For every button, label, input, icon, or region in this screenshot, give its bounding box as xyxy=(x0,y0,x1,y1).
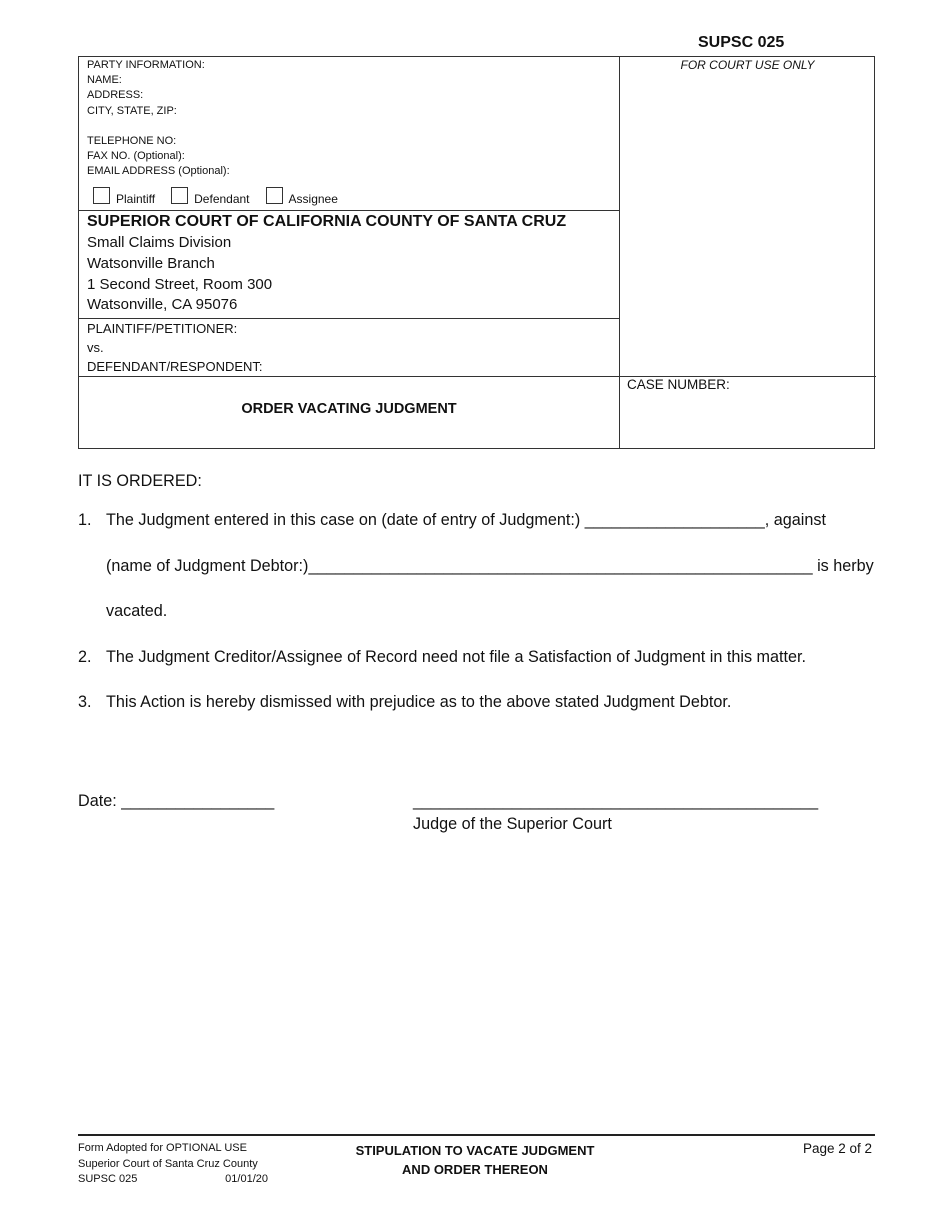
plaintiff-label: PLAINTIFF/PETITIONER: xyxy=(87,321,238,336)
court-city: Watsonville, CA 95076 xyxy=(87,296,238,314)
item-1-number: 1. xyxy=(78,511,92,529)
footer-title-line-1: STIPULATION TO VACATE JUDGMENT xyxy=(355,1143,595,1158)
party-info-heading: PARTY INFORMATION: xyxy=(87,59,205,71)
plaintiff-checkbox-label: Plaintiff xyxy=(116,192,156,206)
address-label: ADDRESS: xyxy=(87,89,144,102)
item-3-number: 3. xyxy=(78,693,92,711)
footer-rule xyxy=(78,1134,875,1136)
footer-form-id: SUPSC 025 xyxy=(78,1173,138,1185)
defendant-checkbox[interactable] xyxy=(171,187,188,204)
court-address-block xyxy=(87,211,566,316)
order-intro: IT IS ORDERED: xyxy=(78,472,202,490)
footer-form-info xyxy=(78,1141,268,1188)
item-1-line-2: (name of Judgment Debtor:)________________________________________________________ is herby xyxy=(106,557,874,575)
court-division: Small Claims Division xyxy=(87,234,232,251)
defendant-checkbox-label: Defendant xyxy=(194,192,250,206)
item-1-line-3: vacated. xyxy=(106,602,168,620)
item-2-number: 2. xyxy=(78,648,92,666)
judge-signature-line: _____________________________________________ xyxy=(413,792,819,810)
city-label: CITY, STATE, ZIP: xyxy=(87,104,177,117)
item-1-line-1: The Judgment entered in this case on (date of entry of Judgment:) ____________________, against xyxy=(106,511,826,529)
date-line: Date: _________________ xyxy=(78,792,275,810)
case-number-label: CASE NUMBER: xyxy=(627,377,730,392)
defendant-option[interactable] xyxy=(171,189,249,206)
footer-title-line-2: AND ORDER THEREON xyxy=(402,1162,548,1177)
footer-title xyxy=(340,1141,610,1179)
court-street: 1 Second Street, Room 300 xyxy=(87,275,273,293)
party-information xyxy=(87,58,230,179)
form-id: SUPSC 025 xyxy=(698,34,785,51)
footer-court: Superior Court of Santa Cruz County xyxy=(78,1157,258,1170)
email-label: EMAIL ADDRESS (Optional): xyxy=(87,165,230,178)
party-role-checkboxes xyxy=(93,189,354,206)
caption-table xyxy=(78,56,875,449)
document-title: ORDER VACATING JUDGMENT xyxy=(241,401,457,417)
court-use-only: FOR COURT USE ONLY xyxy=(680,58,815,72)
footer-form-date: 01/01/20 xyxy=(225,1173,268,1185)
assignee-option[interactable] xyxy=(266,189,338,206)
item-2-text: The Judgment Creditor/Assignee of Record need not file a Satisfaction of Judgment in this matter. xyxy=(106,648,807,666)
divider xyxy=(79,376,876,377)
page-number: Page 2 of 2 xyxy=(802,1141,872,1156)
footer-adopted: Form Adopted for OPTIONAL USE xyxy=(78,1142,247,1154)
fax-label: FAX NO. (Optional): xyxy=(87,150,185,163)
plaintiff-checkbox[interactable] xyxy=(93,187,110,204)
parties-block xyxy=(87,319,263,376)
column-divider xyxy=(619,57,620,448)
defendant-label: DEFENDANT/RESPONDENT: xyxy=(87,359,263,374)
judge-label: Judge of the Superior Court xyxy=(413,815,612,833)
court-name: SUPERIOR COURT OF CALIFORNIA COUNTY OF SANTA CRUZ xyxy=(87,213,567,230)
versus: vs. xyxy=(87,340,104,355)
assignee-checkbox-label: Assignee xyxy=(288,192,338,206)
item-3-text: This Action is hereby dismissed with prejudice as to the above stated Judgment Debtor. xyxy=(106,693,732,711)
court-branch: Watsonville Branch xyxy=(87,254,215,272)
plaintiff-option[interactable] xyxy=(93,189,155,206)
assignee-checkbox[interactable] xyxy=(266,187,283,204)
phone-label: TELEPHONE NO: xyxy=(87,134,177,147)
name-label: NAME: xyxy=(87,74,122,87)
